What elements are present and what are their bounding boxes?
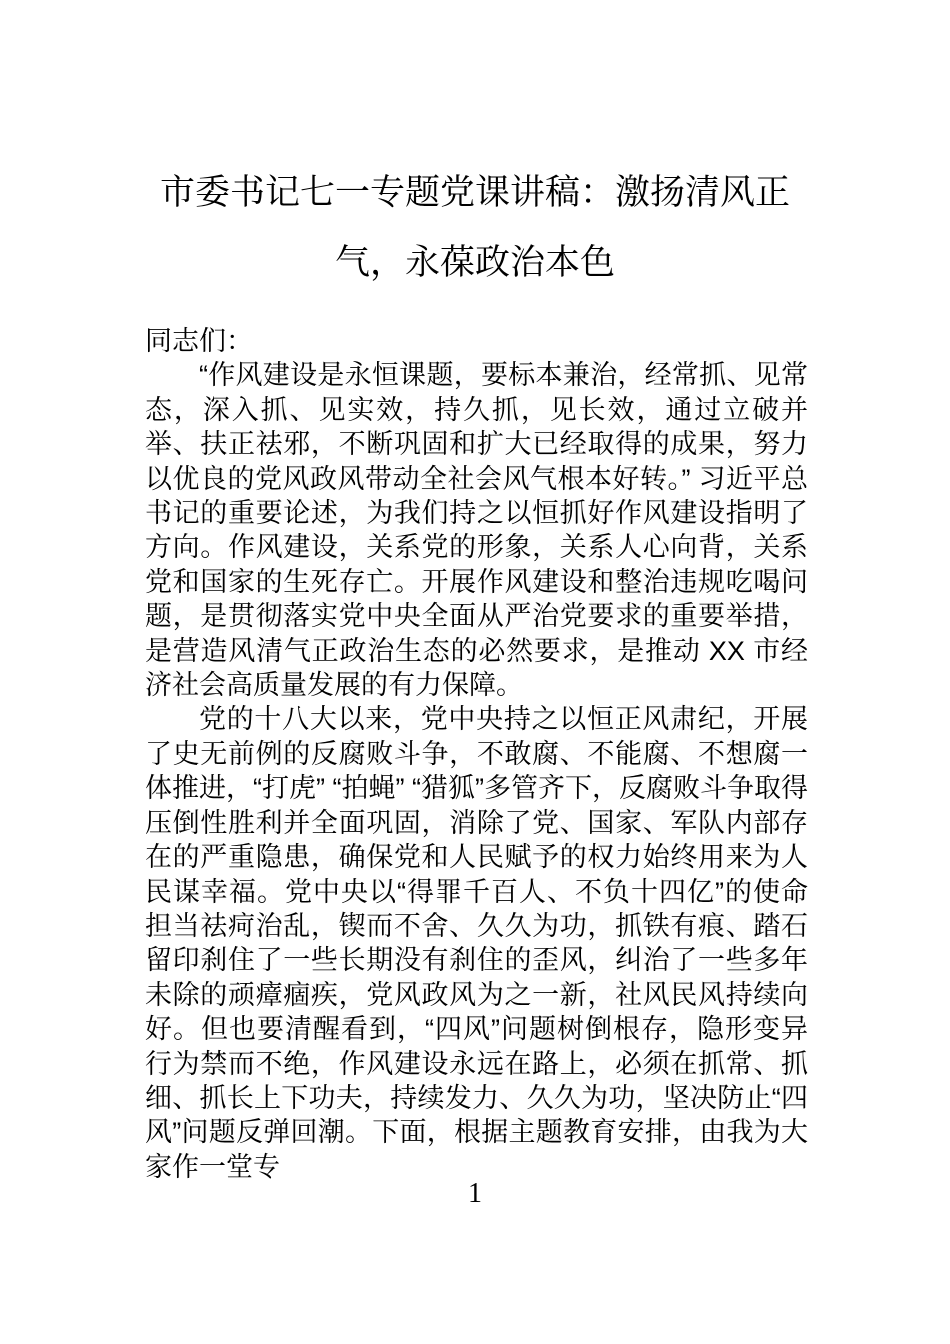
paragraph-1: “作风建设是永恒课题，要标本兼治，经常抓、见常态，深入抓、见实效，持久抓，见长效，通过立破并举、扶正祛邪，不断巩固和扩大已经取得的成果，努力以优良的党风政风带动全社会风气根本好转。” 习近平总书记的重要论述，为我们持之以恒抓好作风建设指明了方向。作风建设，关系党的形象，关系人心向背，关系党和国家的生死存亡。开展作风建设和整治违规吃喝问题，是贯彻落实党中央全面从严治党要求的重要举措，是营造风清气正政治生态的必然要求，是推动 XX 市经济社会高质量发展的有力保障。 <box>145 360 808 701</box>
salutation: 同志们： <box>145 326 253 356</box>
paragraph-2: 党的十八大以来，党中央持之以恒正风肃纪，开展了史无前例的反腐败斗争，不敢腐、不能腐、不想腐一体推进，“打虎” “拍蝇” “猎狐”多管齐下，反腐败斗争取得压倒性胜利并全面巩固，消除了党、国家、军队内部存在的严重隐患，确保党和人民赋予的权力始终用来为人民谋幸福。党中央以“得罪千百人、不负十四亿”的使命担当祛疴治乱，锲而不舍、久久为功，抓铁有痕、踏石留印刹住了一些长期没有刹住的歪风，纠治了一些多年未除的顽瘴痼疾，党风政风为之一新，社风民风持续向好。但也要清醒看到，“四风”问题树倒根存，隐形变异行为禁而不绝，作风建设永远在路上，必须在抓常、抓细、抓长上下功夫，持续发力、久久为功，坚决防止“四风”问题反弹回潮。下面，根据主题教育安排，由我为大家作一堂专 <box>145 704 808 1182</box>
document-title-line-2: 气，永葆政治本色 <box>334 243 615 282</box>
page-number: 1 <box>468 1178 482 1209</box>
document-body <box>145 324 808 1184</box>
document-title <box>145 158 805 298</box>
document-title-line-1: 市委书记七一专题党课讲稿：激扬清风正 <box>159 173 790 212</box>
page-footer <box>0 1176 950 1212</box>
